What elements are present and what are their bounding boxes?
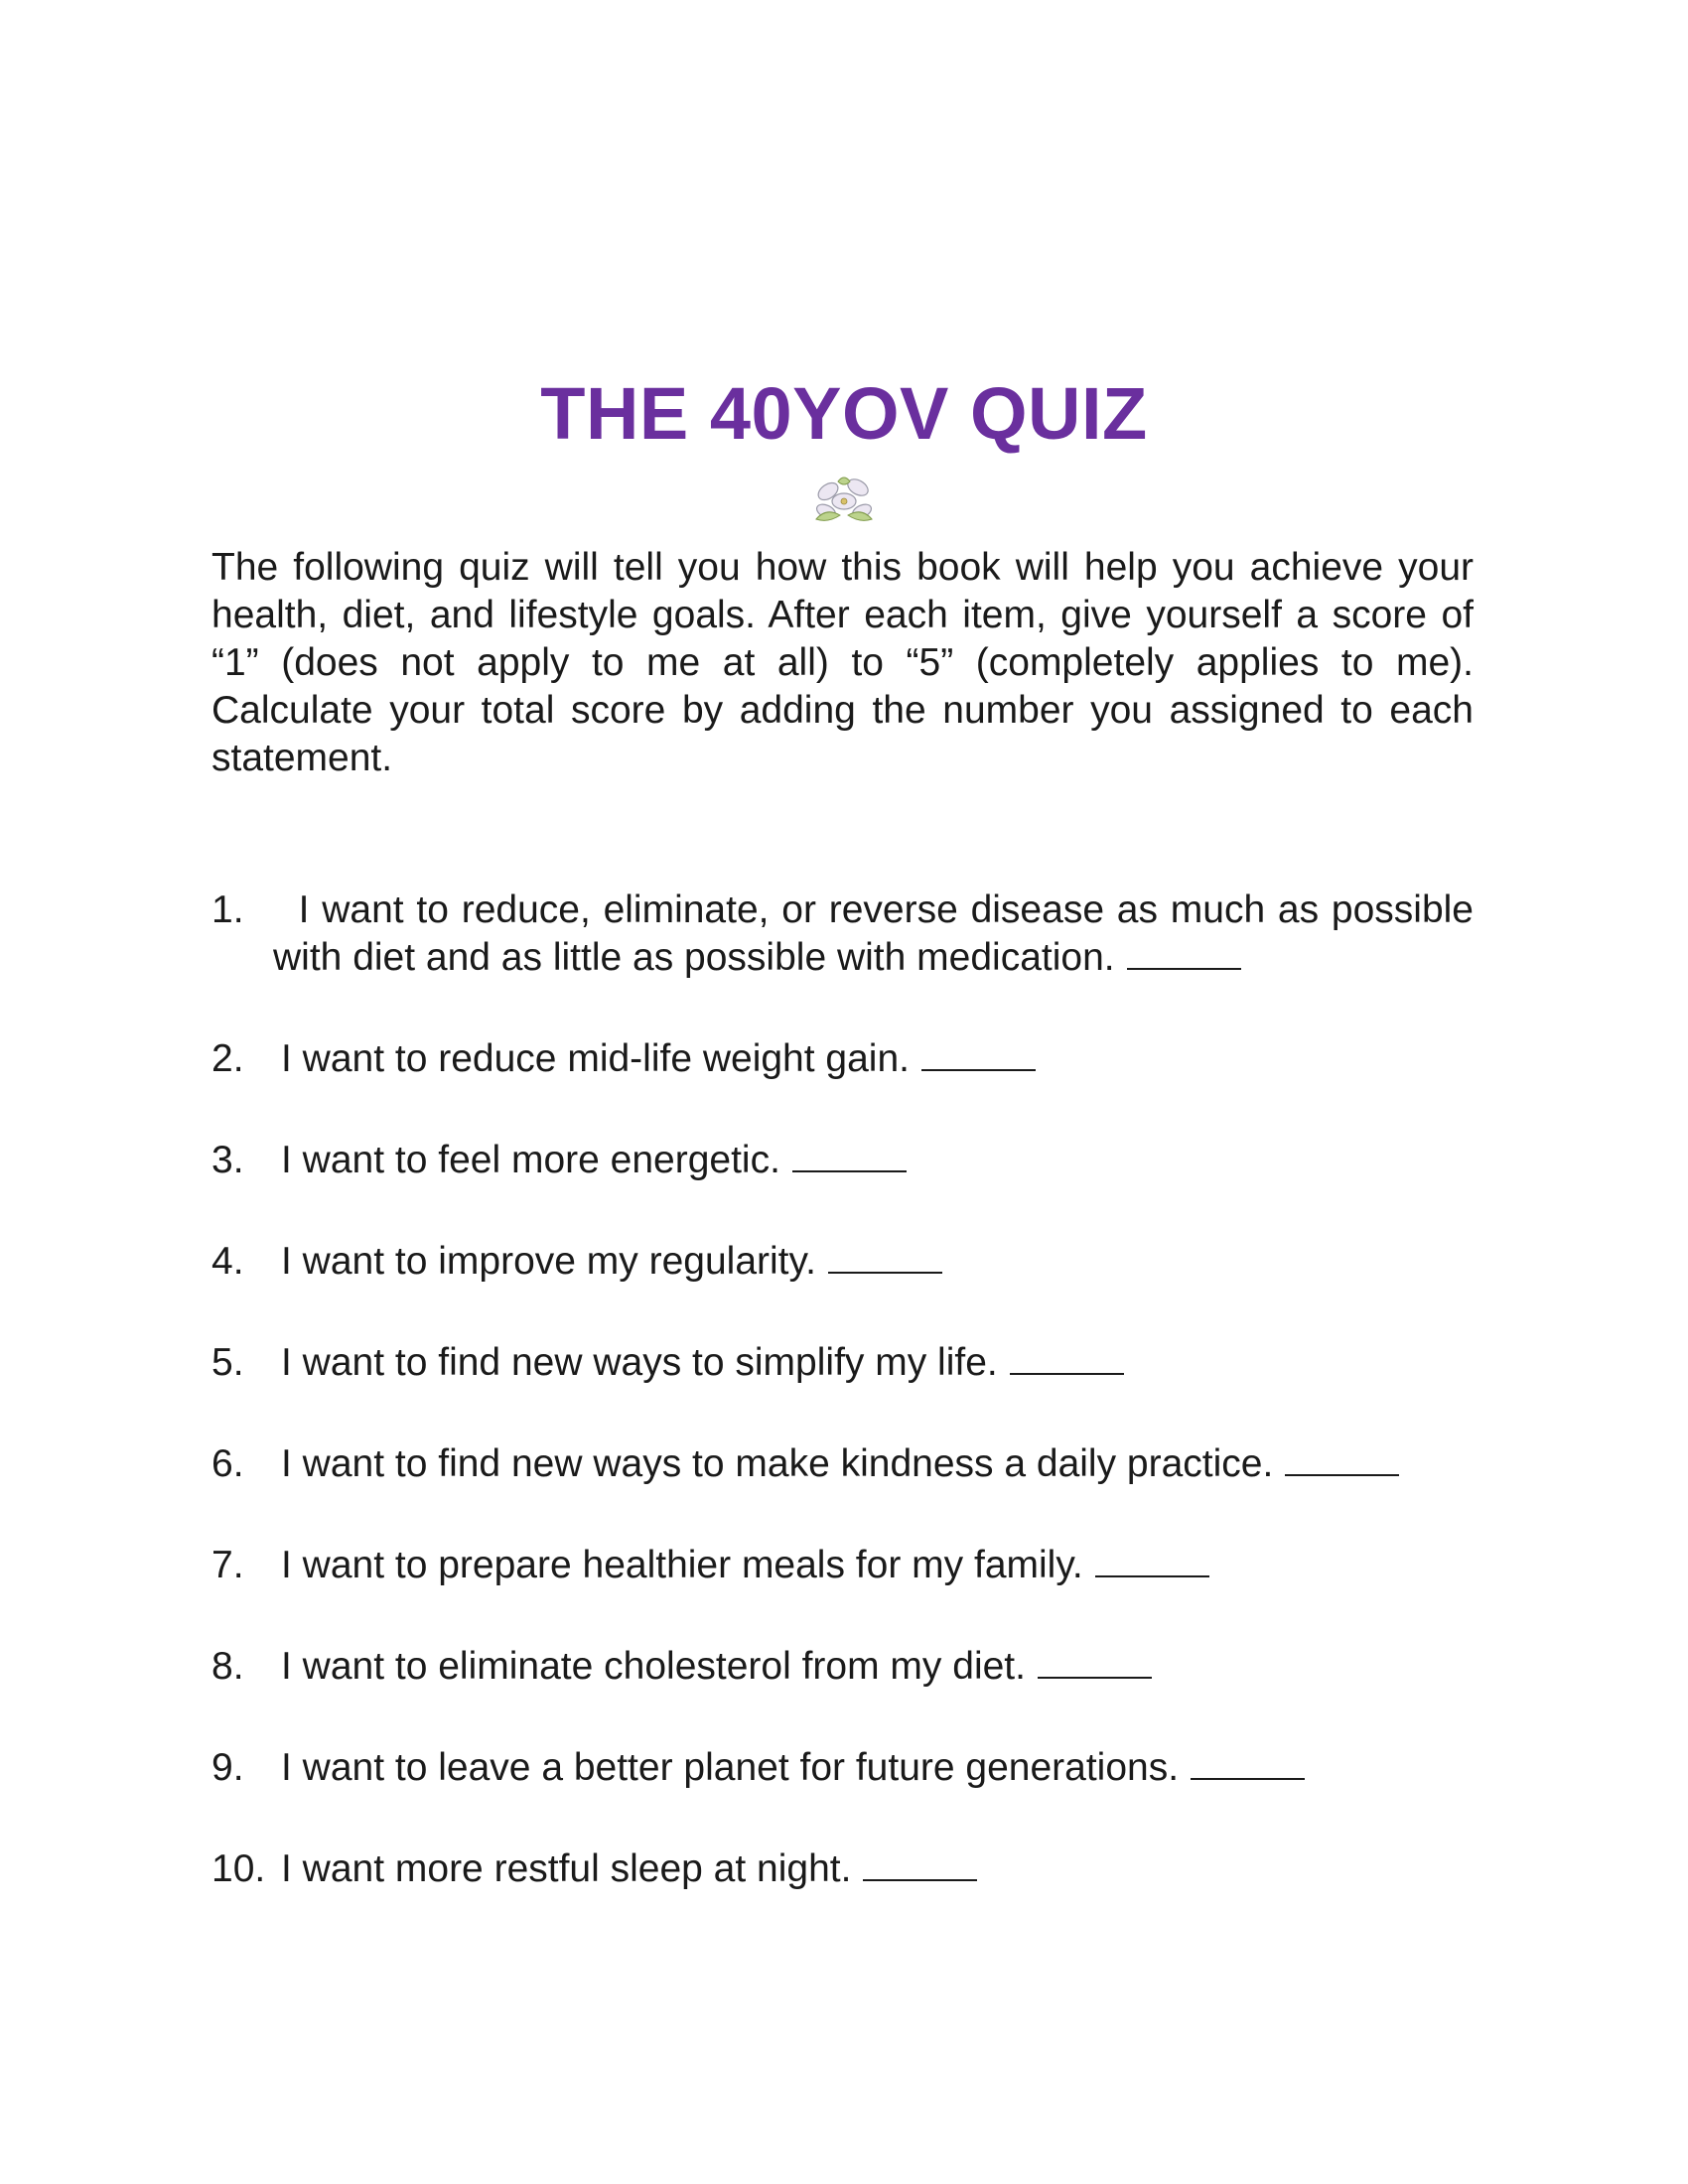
quiz-item-number: 5. (211, 1341, 244, 1384)
quiz-item-number: 1. (211, 888, 244, 931)
quiz-item-text: I want to prepare healthier meals for my family. (281, 1544, 1083, 1586)
quiz-item-number: 9. (211, 1746, 244, 1789)
score-blank[interactable] (1285, 1440, 1399, 1476)
quiz-item (211, 1339, 1474, 1387)
quiz-item-number: 3. (211, 1139, 244, 1181)
intro-paragraph: The following quiz will tell you how this book will help you achieve your health, diet, and lifestyle goals. After each item, give yourself a score of “1” (does not apply to me at all) to “5” (completely applies to me). Calculate your total score by adding the number you assigned to each statement. (211, 546, 1474, 779)
quiz-item-number: 8. (211, 1645, 244, 1688)
quiz-item-text: I want to leave a better planet for future generations. (281, 1746, 1180, 1789)
quiz-list (211, 887, 1484, 1947)
quiz-item (211, 1035, 1474, 1083)
flower-ornament-icon (806, 472, 882, 527)
quiz-item-number: 6. (211, 1442, 244, 1485)
quiz-item (211, 1238, 1474, 1286)
quiz-item-text: I want to eliminate cholesterol from my diet. (281, 1645, 1026, 1688)
quiz-item-text: I want to reduce, eliminate, or reverse disease as much as possible with diet and as little as possible with medication. (273, 888, 1484, 979)
quiz-item (211, 1643, 1474, 1691)
score-blank[interactable] (921, 1035, 1036, 1071)
score-blank[interactable] (1095, 1542, 1209, 1577)
quiz-item (211, 1542, 1474, 1589)
quiz-item (211, 1744, 1474, 1792)
quiz-item-text: I want to improve my regularity. (281, 1240, 816, 1283)
score-blank[interactable] (863, 1845, 977, 1881)
quiz-item-text: I want to reduce mid-life weight gain. (281, 1037, 910, 1080)
quiz-item-number: 2. (211, 1037, 244, 1080)
score-blank[interactable] (1191, 1744, 1305, 1780)
quiz-item-number: 10. (211, 1847, 266, 1890)
quiz-item-number: 4. (211, 1240, 244, 1283)
quiz-item-text: I want to find new ways to make kindness a daily practice. (281, 1442, 1274, 1485)
score-blank[interactable] (828, 1238, 942, 1274)
score-blank[interactable] (1010, 1339, 1124, 1375)
quiz-item-text: I want to find new ways to simplify my life. (281, 1341, 998, 1384)
quiz-item-text: I want more restful sleep at night. (281, 1847, 852, 1890)
quiz-item-number: 7. (211, 1544, 244, 1586)
quiz-item-text: I want to feel more energetic. (281, 1139, 780, 1181)
quiz-item (211, 887, 1484, 982)
score-blank[interactable] (792, 1137, 907, 1172)
quiz-item (211, 1137, 1474, 1184)
quiz-item (211, 1440, 1474, 1488)
page-title: THE 40YOV QUIZ (540, 372, 1148, 455)
quiz-item (211, 1845, 1474, 1893)
score-blank[interactable] (1038, 1643, 1152, 1679)
score-blank[interactable] (1127, 934, 1241, 970)
